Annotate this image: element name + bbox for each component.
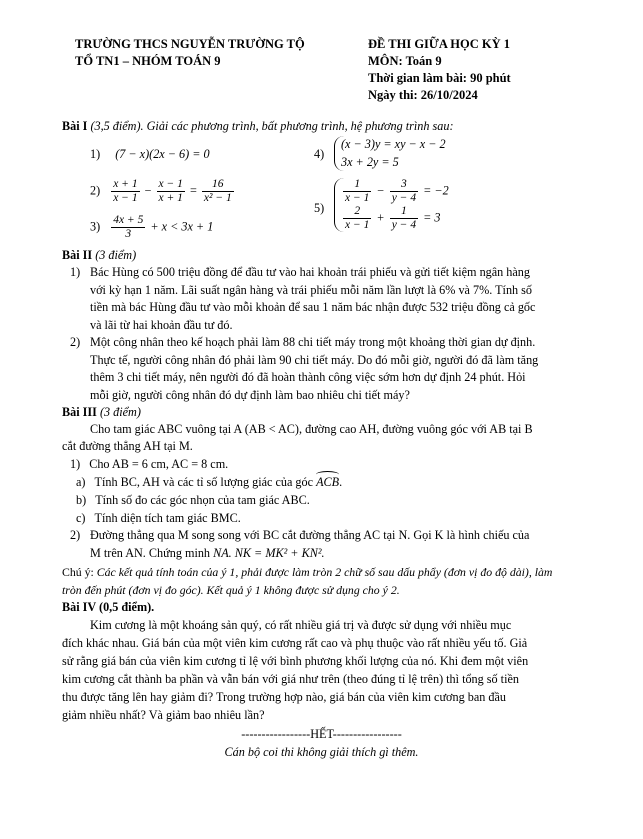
- angle-acb: ACB: [316, 474, 339, 492]
- footer-note: Cán bộ coi thi không giải thích gì thêm.: [224, 745, 419, 759]
- bai4-line: giảm nhiều nhất? Và giảm bao nhiêu lần?: [62, 708, 265, 722]
- eq5-number: 5): [314, 201, 325, 215]
- bai2-q1-line: và lãi từ hai khoản đầu tư đó.: [90, 317, 233, 332]
- bai3-note: Chú ý: Các kết quả tính toán của ý 1, phải được làm tròn 2 chữ số sau dấu phẩy (đơn vị đo độ dài), làm tròn đến phút (đơn vị đo góc). Kết quả ý 1 không được sử dụng cho ý 2.: [62, 565, 553, 597]
- bai2-q2: [90, 334, 538, 404]
- eq2-op-a: −: [144, 183, 152, 198]
- bai2-q1-line: với kỳ hạn 1 năm. Lãi suất ngân hàng và trái phiếu mỗi năm lần lượt là 6% và 7%. Tính số: [90, 282, 533, 297]
- bai1-eq2: [90, 178, 236, 205]
- eq5-line1: $\frac{1}{x - 1}$ − $\frac{3}{y - 4}$ = −2: [345, 178, 449, 204]
- eq5-frac-c: $\frac{2}{x - 1}$: [345, 205, 370, 231]
- eq1-number: 1): [90, 147, 101, 161]
- bai3-qb: [76, 492, 310, 510]
- bai1-eq1: [90, 146, 210, 164]
- bai2-points: (3 điểm): [92, 248, 137, 262]
- eq5-system: [334, 178, 449, 232]
- eq4-system: [334, 136, 446, 171]
- bai3-q2: [90, 527, 529, 562]
- bai3-title: Bài III: [62, 405, 97, 419]
- bai2-q2-line: thêm 3 chi tiết máy, nên người đó đã hoàn thành công việc sớm hơn dự định 24 phút. Hỏi: [90, 370, 526, 384]
- eq4-line2: 3x + 2y = 5: [341, 154, 399, 169]
- exam-title: ĐỀ THI GIỮA HỌC KỲ 1: [368, 37, 511, 51]
- bai4-title: Bài IV (0,5 điểm).: [62, 600, 155, 614]
- bai3-q2-formula: NA. NK = MK² + KN².: [213, 545, 325, 560]
- eq2-frac-c: $\frac{16}{\text{x² − 1}}$: [203, 178, 232, 204]
- bai2-q2-line: Một công nhân theo kế hoạch phải làm 88 chi tiết máy trong một khoảng thời gian dự định.: [90, 335, 536, 349]
- note-label: Chú ý:: [62, 565, 94, 579]
- bai3-qc-number: c): [76, 511, 86, 525]
- bai2-q1-line: Bác Hùng có 500 triệu đồng để đầu tư vào hai khoản trái phiếu và gửi tiết kiệm ngân hàng: [90, 265, 530, 279]
- eq5-frac-b: $\frac{3}{y - 4}$: [391, 178, 417, 204]
- exam-duration: Thời gian làm bài: 90 phút: [368, 71, 511, 85]
- bai3-intro-line2: cắt đường thẳng AH tại M.: [62, 439, 193, 453]
- bai3-intro-line1: Cho tam giác ABC vuông tại A (AB < AC), đường cao AH, đường vuông góc với AB tại B: [90, 422, 533, 436]
- eq2-number: 2): [90, 183, 101, 198]
- bai3-qc: [76, 510, 241, 528]
- bai3-qa-text: Tính BC, AH và các tỉ số lượng giác của góc: [94, 475, 314, 489]
- eq4-line1: (x − 3)y = xy − x − 2: [341, 137, 446, 151]
- eq2-frac-b: $\frac{x - 1}{x + 1}$: [158, 178, 183, 204]
- bai3-q1-text: Cho AB = 6 cm, AC = 8 cm.: [89, 457, 229, 471]
- eq3-rest: + x < 3x + 1: [150, 219, 214, 234]
- exam-subject: MÔN: Toán 9: [368, 54, 442, 68]
- eq4-number: 4): [314, 147, 325, 161]
- group-name: TỔ TN1 – NHÓM TOÁN 9: [75, 54, 221, 68]
- bai1-eq3: [90, 214, 213, 241]
- eq2-frac-a: $\frac{x + 1}{x - 1}$: [113, 178, 138, 204]
- bai4-line: Kim cương là một khoáng sản quý, có rất nhiều giá trị và được sử dụng với nhiều mục: [90, 618, 512, 632]
- bai1-heading: [62, 118, 454, 136]
- eq5-frac-d: $\frac{1}{y - 4}$: [391, 205, 417, 231]
- eq3-frac: $\frac{4x + 5}{3}$: [113, 214, 144, 240]
- bai3-points: (3 điểm): [96, 405, 141, 419]
- eq5-frac-a: $\frac{1}{x - 1}$: [345, 178, 370, 204]
- eq5-line2: $\frac{2}{x - 1}$ + $\frac{1}{y - 4}$ = 3: [345, 205, 441, 231]
- bai4-line: thu được tăng lên hay giảm đi? Trong trường hợp nào, giá bán của viên kim cương ban đầu: [62, 690, 506, 704]
- bai3-heading: [62, 404, 141, 422]
- bai2-title: Bài II: [62, 248, 93, 262]
- eq1-formula: (7 − x)(2x − 6) = 0: [115, 147, 210, 161]
- bai2-q2-line: mỗi giờ, người công nhân đó dự định làm bao nhiêu chi tiết máy?: [90, 387, 410, 402]
- bai2-heading: [62, 247, 136, 265]
- bai2-q1-line: tiền mà bác Hùng đầu tư vào mỗi khoản để sau 1 năm bác nhận được 532 triệu đồng cả gốc: [90, 300, 536, 314]
- bai4-line: kim cương cắt thành ba phần và vẫn bán với giá như trên (theo đúng tỉ lệ trên) thì tổng số tiền: [62, 672, 519, 686]
- bai3-qa-number: a): [76, 475, 86, 489]
- bai3-q1-number: 1): [70, 457, 81, 471]
- bai3-q2-line2: M trên AN. Chứng minh NA. NK = MK² + KN².: [90, 545, 325, 560]
- eq3-number: 3): [90, 219, 101, 234]
- bai3-qc-text: Tính diện tích tam giác BMC.: [94, 511, 241, 525]
- bai3-qa: a) Tính BC, AH và các tỉ số lượng giác của góc ACB.: [76, 474, 342, 492]
- bai3-q1: [70, 456, 228, 474]
- school-name: TRƯỜNG THCS NGUYỄN TRƯỜNG TỘ: [75, 37, 305, 51]
- bai3-qb-text: Tính số đo các góc nhọn của tam giác ABC.: [95, 493, 310, 507]
- end-mark: -----------------HẾT-----------------: [241, 727, 402, 741]
- exam-date: Ngày thi: 26/10/2024: [368, 88, 478, 102]
- bai4-line: sử rằng giá bán của viên kim cương tỉ lệ với bình phương khối lượng của nó. Khi đem một viên: [62, 654, 529, 668]
- bai2-q2-line: Thực tế, người công nhân đó phải làm 90 chi tiết máy. Do đó mỗi giờ, người đó đã làm tăng: [90, 352, 539, 367]
- bai3-q2-line1: Đường thẳng qua M song song với BC cắt đường thẳng AC tại N. Gọi K là hình chiếu của: [90, 528, 530, 542]
- bai1-points: (3,5 điểm). Giải các phương trình, bất phương trình, hệ phương trình sau:: [87, 119, 454, 133]
- bai2-q1: [90, 264, 535, 334]
- bai2-q2-number: 2): [70, 335, 81, 349]
- bai3-q2-number: 2): [70, 528, 81, 542]
- bai1-title: Bài I: [62, 119, 88, 133]
- bai2-q1-number: 1): [70, 265, 81, 279]
- eq2-op-b: =: [189, 183, 197, 198]
- bai4-line: đích khác nhau. Giá bán của một viên kim cương rất cao và phụ thuộc vào rất nhiều yếu tố. Giả: [62, 636, 528, 650]
- bai3-qb-number: b): [76, 493, 87, 507]
